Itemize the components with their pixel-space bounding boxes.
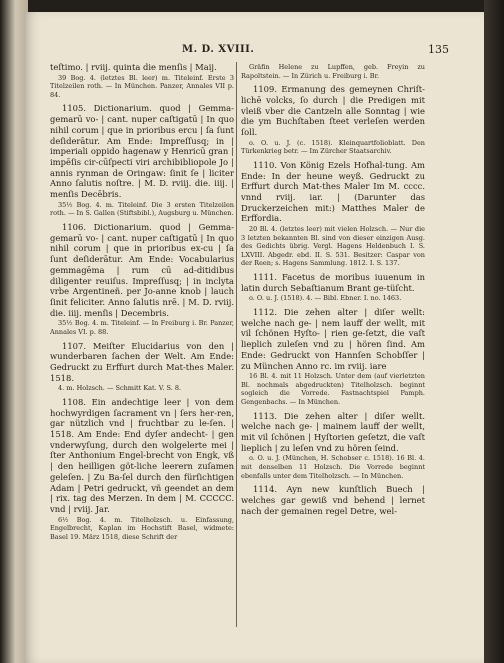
catalog-entry [241,63,425,80]
page-number: 135 [428,43,449,56]
entry-bibliographic-note [50,201,234,218]
entry-text [241,84,425,138]
entry-number: 1111. [253,272,277,283]
catalog-entry [50,397,234,542]
entry-note-text: Gräfin Helene zu Lupffen, geb. Freyin zu Rapoltstein. — In Zürich u. Freiburg i. Br. [241,63,425,80]
entry-bibliographic-note [50,384,234,393]
entry-note-text: o. O. u. J. (c. 1518). Kleinquartfolioblatt. Den Türkenkrieg betr. — Im Zürcher Staatsarchiv. [241,138,425,156]
entry-title: Ein andechtige leer | von dem hochwyrdigen ſacrament vn | ſers her-ren, gar nützlich vnd | fruchtbar zu le-ſen. | 1518. Am Ende: End dyſer andecht- | gen vnderwyſung, durch den wolgelerte mei | ſter Anthonium Engel-brecht von Engk, vß | den heilligen göt-liche leerern zuſamen geleſen. | Zu Ba-ſel durch den fürſichtigen Adam | Petri gedruckt, vñ geendet an dem | rix. tag des Merzen. In dem | M. CCCCC. vnd | rviij. Jar. [50,396,234,514]
entry-note-text: 35½ Bog. 4. m. Titeleinf. Die 3 ersten Titelzeilen roth. — In S. Gallen (Stiftsbibl.), Augsburg u. München. [50,200,234,218]
entry-note-text: 4. m. Holzsch. — Schmitt Kat. V. S. 8. [58,384,182,393]
entry-number: 1109. [253,84,277,95]
entry-text [50,397,234,515]
entry-title: Von König Ezels Hofhal-tung. Am Ende: In der heune weyß. Gedruckt zu Erffurt durch Mat-thes Maler Im M. cccc. vnnd rviij. iar. | (Darunter das Druckerzeichen mit:) Matthes Maler de Erffordia. [241,159,425,224]
entry-note-text: o. O. u. J. (1518). 4. — Bibl. Ebner. I. no. 1463. [249,294,402,303]
catalog-entry [241,160,425,268]
catalog-entry [241,411,425,481]
left-column [50,62,234,642]
catalog-entry [50,341,234,393]
entry-note-text: 35½ Bog. 4. m. Titeleinf. — In Freiburg i. Br. Panzer, Annales VI. p. 88. [50,319,234,336]
entry-text [241,307,425,371]
entry-title: Die zehen alter | diſer wellt. welche nach ge- | mainem lauff der wellt, mit vil ſchönen | Hyſtorien geſetzt, die vaſt lieplich | zu leſen vnd zu hören ſeind. [241,410,425,453]
entry-bibliographic-note [241,225,425,268]
entry-text [50,103,234,199]
entry-title: Facetus de moribus iuuenum in latin durch Sebaſtianum Brant ge-tüſcht. [241,272,425,293]
entry-title: Ayn new kunſtlich Buech | welches gar gewiß vnd behend | lernet nach der gemainen regel Detre, wel- [241,484,425,516]
catalog-entry [241,84,425,156]
entry-number: 1113. [253,410,277,421]
entry-number: 1107. [62,340,86,351]
entry-note-text: 16 Bl. 4. mit 11 Holzsch. Unter dem (auf vierletzten Bl. nochmals abgedruckten) Titelholzsch. beginnt sogleich die Vorrede. Fastnachtspiel Pamph. Gengenbachs. — In München. [241,372,425,407]
entry-title: Dictionarium. quod | Gemma-gemarū vo- | cant. nuper caſtigatū | In quo nihil corum | que in prioribus ex-cu | ſa ſunt deſiderātur. Am Ende: Vocabularius gemmagēma | rum cū ad-ditidibus diligenter reuiſus. Impreſſusq; | in inclyta vrbe Argentineñ. per Jo-anne knob | lauch ſinit feliciter. Anno ſalutis nrē. | M. D. rviij. die. iiij. menſis | Decembris. [50,222,234,318]
entry-note-text: 20 Bl. 4. (letztes leer) mit vielen Holzsch. — Nur die 3 letzten bekannten Bl. sind von dieser einzigen Ausg. des Gedichts übrig. Vergl. Hagens Heldenbuch I. S. LXVIII. Abgedr. ebd. II. S. 531. Besitzer: Caspar von der Reen; s. Hagens Sammlung. 1812. I. S. 137. [241,225,425,268]
entry-bibliographic-note [241,372,425,406]
catalog-entry [50,222,234,337]
entry-bibliographic-note [241,454,425,480]
entry-note-text: o. O. u. J. (München, H. Schobser c. 1518). 16 Bl. 4. mit denselben 11 Holzsch. Die Vorrede beginnt ebenfalls unter dem Titelholzsch. — In München. [241,454,425,480]
entry-title: Meiſter Elucidarius von den | wunderbaren ſachen der Welt. Am Ende: Gedruckt zu Erffurt durch Mat-thes Maler. 1518. [50,340,234,383]
catalog-entry [50,62,234,99]
entry-number: 1106. [62,222,86,232]
entry-number: 1112. [253,307,277,318]
entry-text [241,484,425,516]
entry-note-text: 6½ Bog. 4. m. Titelholzsch. u. Einfassung, Engelbrecht, Kaplan im Hochstift Basel, widmete: Basel 19. März 1518, diese Schrift der [50,515,234,541]
entry-title: Dictionarium. quod | Gemma-gemarū vo- | cant. nuper caſtigatū | In quo nihil corum | que in prioribus ercu | ſa ſunt deſiderātur. Am Ende: Impreſſusq; in | imperiali oppido hagenaw y Henricū gran | impēſis cir-cūſpecti viri archibibliopole Jo | annis rynman de Oringaw: ſinit ſe | liciter Anno ſalutis noſtre. | M. D. rviij. die. iiij. | menſis Decēbris. [50,103,234,200]
entry-text [50,62,234,73]
entry-title: teſtimo. | rviij. quinta die menſis | Maij. [50,62,217,72]
entry-bibliographic-note [50,319,234,336]
catalog-entry [241,307,425,407]
entry-bibliographic-note [50,516,234,542]
entry-bibliographic-note [241,63,425,80]
catalog-entry [241,484,425,516]
right-column [241,62,425,642]
entry-note-text: 39 Bog. 4. (letztes Bl. leer) m. Titeleinf. Erste 3 Titelzeilen roth. — In München. Panzer, Annales VII p. 84. [50,73,234,99]
column-divider [236,62,237,627]
entry-text [50,222,234,318]
entry-text [50,341,234,384]
entry-number: 1108. [62,396,86,407]
entry-bibliographic-note [241,139,425,156]
entry-text [241,160,425,224]
entry-bibliographic-note [241,294,425,303]
running-title: M. D. XVIII. [182,44,255,55]
entry-title: Ermanung des gemeynen Chriſt-lichē volcks, ſo durch | die Predigen mit vleiß vber die Cantzeln alle Sonntag | wie die ym Buchſtaben ſteet verleſen werden ſoll. [241,84,425,137]
entry-number: 1110. [253,159,277,170]
entry-bibliographic-note [50,74,234,100]
entry-text [241,272,425,293]
entry-text [241,411,425,454]
catalog-entry [50,103,234,218]
entry-number: 1114. [253,484,277,495]
entry-number: 1105. [62,103,86,114]
catalog-entry [241,272,425,303]
scan-top-border [0,0,504,12]
entry-title: Die zehen alter | diſer wellt: welche nach ge- | nem lauff der wellt, mit vil ſchönen Hyſto- | rien ge-ſetzt, die vaſt lieplich zuleſen vnd zu | hören ſind. Am Ende: Gedruckt von Hannſen Schobſſer | zu München Anno rc. im rviij. iare [241,307,425,371]
scan-right-border [484,0,504,663]
